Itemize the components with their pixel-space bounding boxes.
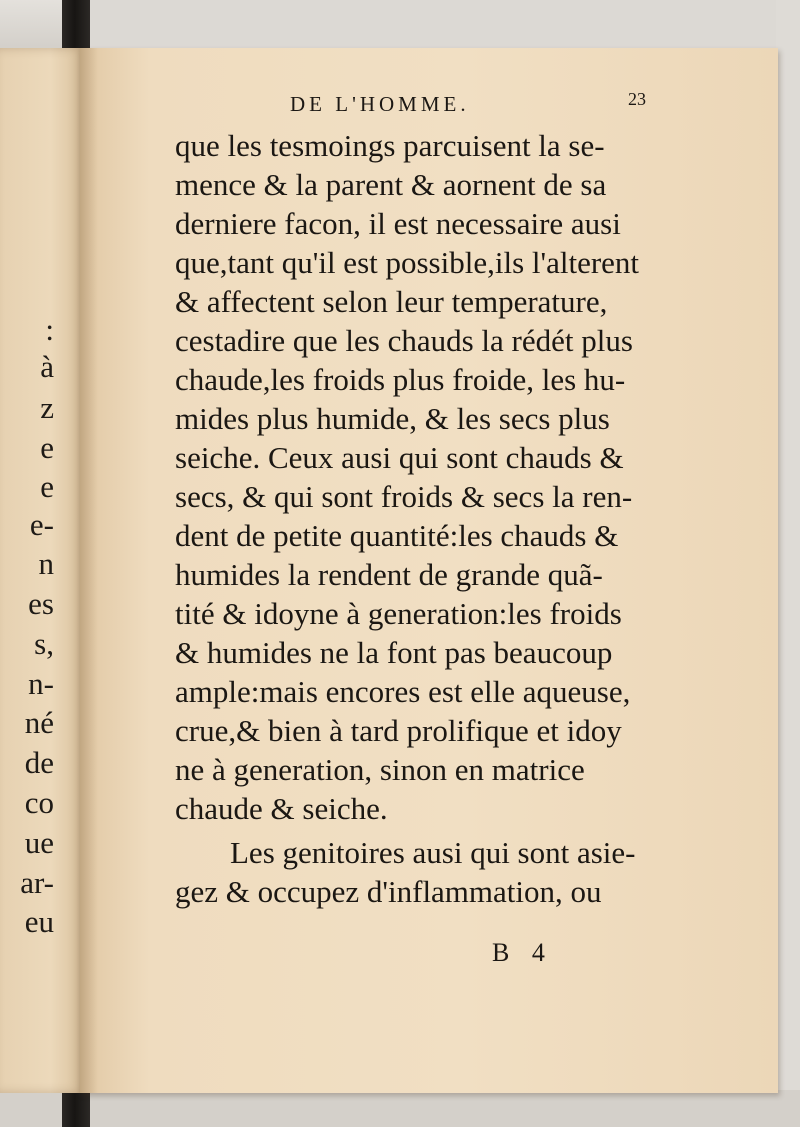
text-line: Les genitoires ausi qui sont asie- (230, 835, 636, 870)
left-page-fragment: : (45, 312, 54, 347)
text-line: chaude,les froids plus froide, les hu- (175, 362, 626, 397)
text-line: & humides ne la font pas beaucoup (175, 635, 613, 670)
text-line: que les tesmoings parcuisent la se- (175, 128, 605, 163)
text-line: derniere facon, il est necessaire ausi (175, 206, 621, 241)
background-top (0, 0, 800, 52)
background-right (776, 0, 800, 1127)
left-page-fragment: n- (28, 666, 54, 701)
running-head: DE L'HOMME. (290, 92, 470, 116)
left-page-fragment: es (28, 586, 54, 621)
left-page-fragment: eu (24, 904, 54, 939)
left-page-fragment: e- (29, 507, 54, 542)
text-line: mence & la parent & aornent de sa (175, 167, 607, 202)
left-page (0, 48, 84, 1093)
left-page-fragment: co (24, 785, 54, 820)
text-line: que,tant qu'il est possible,ils l'alterent (175, 245, 640, 280)
left-page-fragment: né (24, 705, 54, 740)
left-page-fragment: de (24, 745, 54, 780)
text-line: gez & occupez d'inflammation, ou (175, 874, 602, 909)
text-line: cestadire que les chauds la rédét plus (175, 323, 633, 358)
right-page (80, 48, 778, 1093)
text-line: seiche. Ceux ausi qui sont chauds & (175, 440, 624, 475)
text-line: ne à generation, sinon en matrice (175, 752, 585, 787)
background-bottom (0, 1090, 800, 1127)
text-line: mides plus humide, & les secs plus (175, 401, 610, 436)
left-page-fragment: n (38, 546, 54, 581)
left-page-fragment: e (40, 469, 54, 504)
left-page-fragment: e (40, 430, 54, 465)
text-line: tité & idoyne à generation:les froids (175, 596, 622, 631)
text-line: & affectent selon leur temperature, (175, 284, 608, 319)
left-page-fragment: z (40, 390, 54, 425)
left-page-fragment: ue (24, 825, 54, 860)
text-line: crue,& bien à tard prolifique et idoy (175, 713, 622, 748)
left-page-fragment: ar- (20, 865, 54, 900)
left-page-fragment: s, (34, 626, 54, 661)
text-line: secs, & qui sont froids & secs la ren- (175, 479, 633, 514)
text-line: ample:mais encores est elle aqueuse, (175, 674, 631, 709)
signature-mark: B 4 (492, 938, 553, 967)
left-page-fragment: à (40, 349, 54, 384)
text-line: chaude & seiche. (175, 791, 388, 826)
text-line: humides la rendent de grande quã- (175, 557, 603, 592)
page-number: 23 (628, 89, 646, 109)
text-line: dent de petite quantité:les chauds & (175, 518, 619, 553)
